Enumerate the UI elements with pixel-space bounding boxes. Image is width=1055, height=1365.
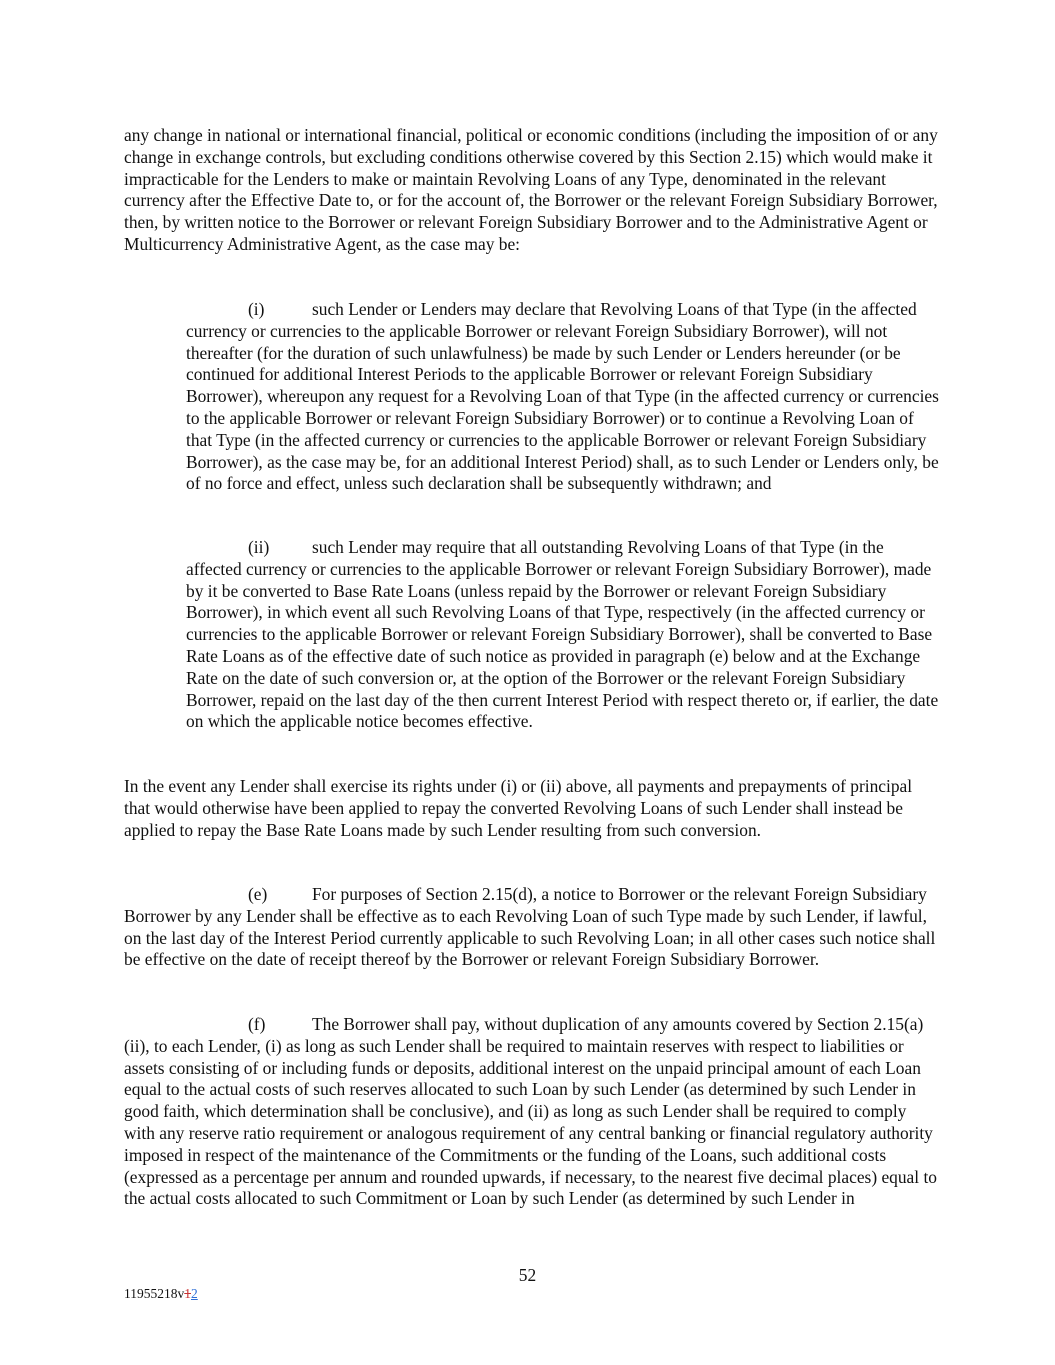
item-e-text: For purposes of Section 2.15(d), a notice to Borrower or the relevant Foreign Subsidiary Borrower by any Lender shall be effective as to each Revolving Loan of such Type made by such Lender, if lawful, on the last day of the Interest Period currently applicable to such Revolving Loan; in all other cases such notice shall be effective on the date of receipt thereof by the Borrower or relevant Foreign Subsidiary Borrower. bbox=[124, 884, 936, 970]
item-f-text: The Borrower shall pay, without duplication of any amounts covered by Section 2.15(a)(ii), to each Lender, (i) as long as such Lender shall be required to maintain reserves with respect to liabilities or assets consisting of or including funds or deposits, additional interest on the unpaid principal amount of each Loan equal to the actual costs of such reserves allocated to such Loan by such Lender (as determined by such Lender in good faith, which determination shall be conclusive), and (ii) as long as such Lender shall be required to comply with any reserve ratio requirement or analogous requirement of any central banking or financial regulatory authority imposed in respect of the maintenance of the Commitments or the funding of the Loans, such additional costs (expressed as a percentage per annum and rounded upwards, if necessary, to the nearest five decimal places) equal to the actual costs allocated to such Commitment or Loan by such Lender (as determined by such Lender in bbox=[124, 1014, 937, 1209]
doc-id-inserted-version: 2 bbox=[191, 1286, 198, 1301]
document-id bbox=[124, 1286, 198, 1302]
paragraph-item-i bbox=[186, 299, 940, 495]
item-ii-text: such Lender may require that all outstanding Revolving Loans of that Type (in the affected currency or currencies to the applicable Borrower or relevant Foreign Subsidiary Borrower), made by it be converted to Base Rate Loans (unless repaid by the Borrower or relevant Foreign Subsidiary Borrower), in which event all such Revolving Loans of that Type, respectively (in the affected currency or currencies to the applicable Borrower or relevant Foreign Subsidiary Borrower), shall be converted to Base Rate Loans as of the effective date of such notice as provided in paragraph (e) below and at the Exchange Rate on the date of such conversion or, at the option of the Borrower or the relevant Foreign Subsidiary Borrower, repaid on the last day of the then current Interest Period with respect thereto or, if earlier, the date on which the applicable notice becomes effective. bbox=[186, 537, 939, 732]
item-f-label: (f) bbox=[248, 1014, 266, 1034]
doc-id-deleted-version: 1 bbox=[184, 1286, 191, 1301]
paragraph-item-ii bbox=[186, 537, 940, 733]
paragraph-item-f bbox=[124, 1014, 940, 1210]
paragraph-item-e bbox=[124, 884, 940, 971]
page-number: 52 bbox=[518, 1265, 537, 1285]
item-i-text: such Lender or Lenders may declare that Revolving Loans of that Type (in the affected currency or currencies to the applicable Borrower or relevant Foreign Subsidiary Borrower), will not thereafter (for the duration of such unlawfulness) be made by such Lender or Lenders hereunder (or be continued for additional Interest Periods to the applicable Borrower or relevant Foreign Subsidiary Borrower), whereupon any request for a Revolving Loan of that Type (in the affected currency or currencies to the applicable Borrower or relevant Foreign Subsidiary Borrower) or to continue a Revolving Loan of that Type (in the affected currency or currencies to the applicable Borrower or relevant Foreign Subsidiary Borrower), as the case may be, for an additional Interest Period) shall, as to such Lender or Lenders only, be of no force and effect, unless such declaration shall be subsequently withdrawn; and bbox=[186, 299, 939, 494]
paragraph-intro-text: any change in national or international financial, political or economic conditions (including the imposition of or any change in exchange controls, but excluding conditions otherwise covered by this Section 2.15) which would make it impracticable for the Lenders to make or maintain Revolving Loans of any Type, denominated in the relevant currency after the Effective Date to, or for the account of, the Borrower or the relevant Foreign Subsidiary Borrower, then, by written notice to the Borrower or relevant Foreign Subsidiary Borrower and to the Administrative Agent or Multicurrency Administrative Agent, as the case may be: bbox=[124, 125, 938, 254]
item-i-label: (i) bbox=[248, 299, 265, 319]
item-ii-label: (ii) bbox=[248, 537, 270, 557]
paragraph-intro bbox=[124, 125, 940, 256]
doc-id-prefix: 11955218v bbox=[124, 1286, 185, 1301]
item-e-label: (e) bbox=[248, 884, 268, 904]
paragraph-event-text: In the event any Lender shall exercise its rights under (i) or (ii) above, all payments and prepayments of principal that would otherwise have been applied to repay the converted Revolving Loans of such Lender shall instead be applied to repay the Base Rate Loans made by such Lender resulting from such conversion. bbox=[124, 776, 913, 840]
paragraph-event bbox=[124, 776, 940, 841]
